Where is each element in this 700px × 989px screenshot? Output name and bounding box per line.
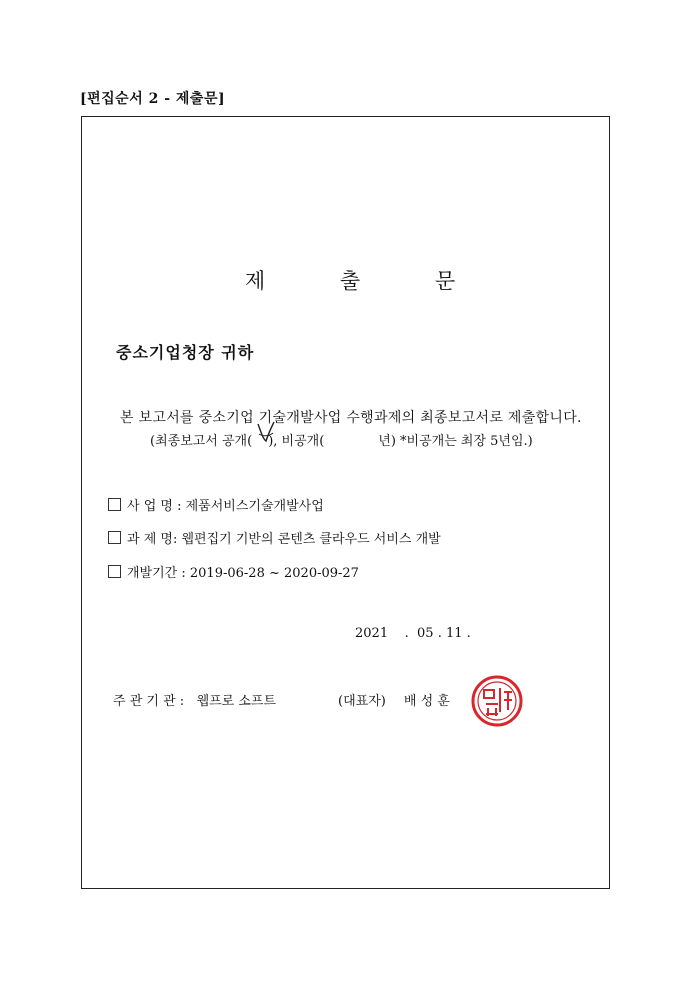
field-business-value: 제품서비스기술개발사업	[185, 499, 324, 514]
checkbox-icon	[108, 498, 121, 511]
field-period: 개발기간 : 2019-06-28 ~ 2020-09-27	[108, 562, 359, 581]
date-month: 05	[417, 626, 434, 641]
field-business: 사 업 명 : 제품서비스기술개발사업	[108, 495, 324, 514]
title-char-2: 출	[339, 269, 361, 293]
addressee: 중소기업청장 귀하	[116, 343, 255, 362]
title-char-1: 제	[244, 269, 266, 293]
field-period-label: 개발기간	[127, 566, 178, 581]
date-year: 2021	[355, 626, 389, 641]
org-label: 주 관 기 관 :	[113, 694, 185, 709]
field-task-value: 웹편집기 기반의 콘텐츠 클라우드 서비스 개발	[181, 532, 441, 547]
date-line: 2021 . 05 . 11 .	[355, 626, 471, 641]
disclosure-line	[150, 430, 533, 449]
field-task-label: 과 제 명	[127, 532, 173, 547]
signature-row	[113, 690, 450, 709]
check-mark-icon	[256, 420, 276, 444]
rep-label: (대표자)	[338, 694, 386, 709]
seal-icon	[470, 674, 524, 728]
field-business-label: 사 업 명	[127, 499, 173, 514]
disclosure-suffix: 년) *비공개는 최장 5년임.)	[378, 434, 533, 449]
checkbox-icon	[108, 565, 121, 578]
header-tag: [편집순서 2 - 제출문]	[80, 91, 226, 107]
field-period-value: 2019-06-28 ~ 2020-09-27	[189, 566, 359, 581]
document-title	[0, 265, 700, 295]
rep-name: 배 성 훈	[403, 694, 450, 709]
field-task: 과 제 명: 웹편집기 기반의 콘텐츠 클라우드 서비스 개발	[108, 528, 441, 547]
title-char-3: 문	[434, 269, 456, 293]
disclosure-middle: ), 비공개(	[268, 434, 325, 449]
submission-statement: 본 보고서를 중소기업 기술개발사업 수행과제의 최종보고서로 제출합니다.	[120, 410, 582, 426]
checkbox-icon	[108, 531, 121, 544]
disclosure-prefix: (최종보고서 공개(	[150, 434, 253, 449]
date-day: 11	[445, 626, 463, 641]
org-name: 웹프로 소프트	[196, 694, 277, 709]
